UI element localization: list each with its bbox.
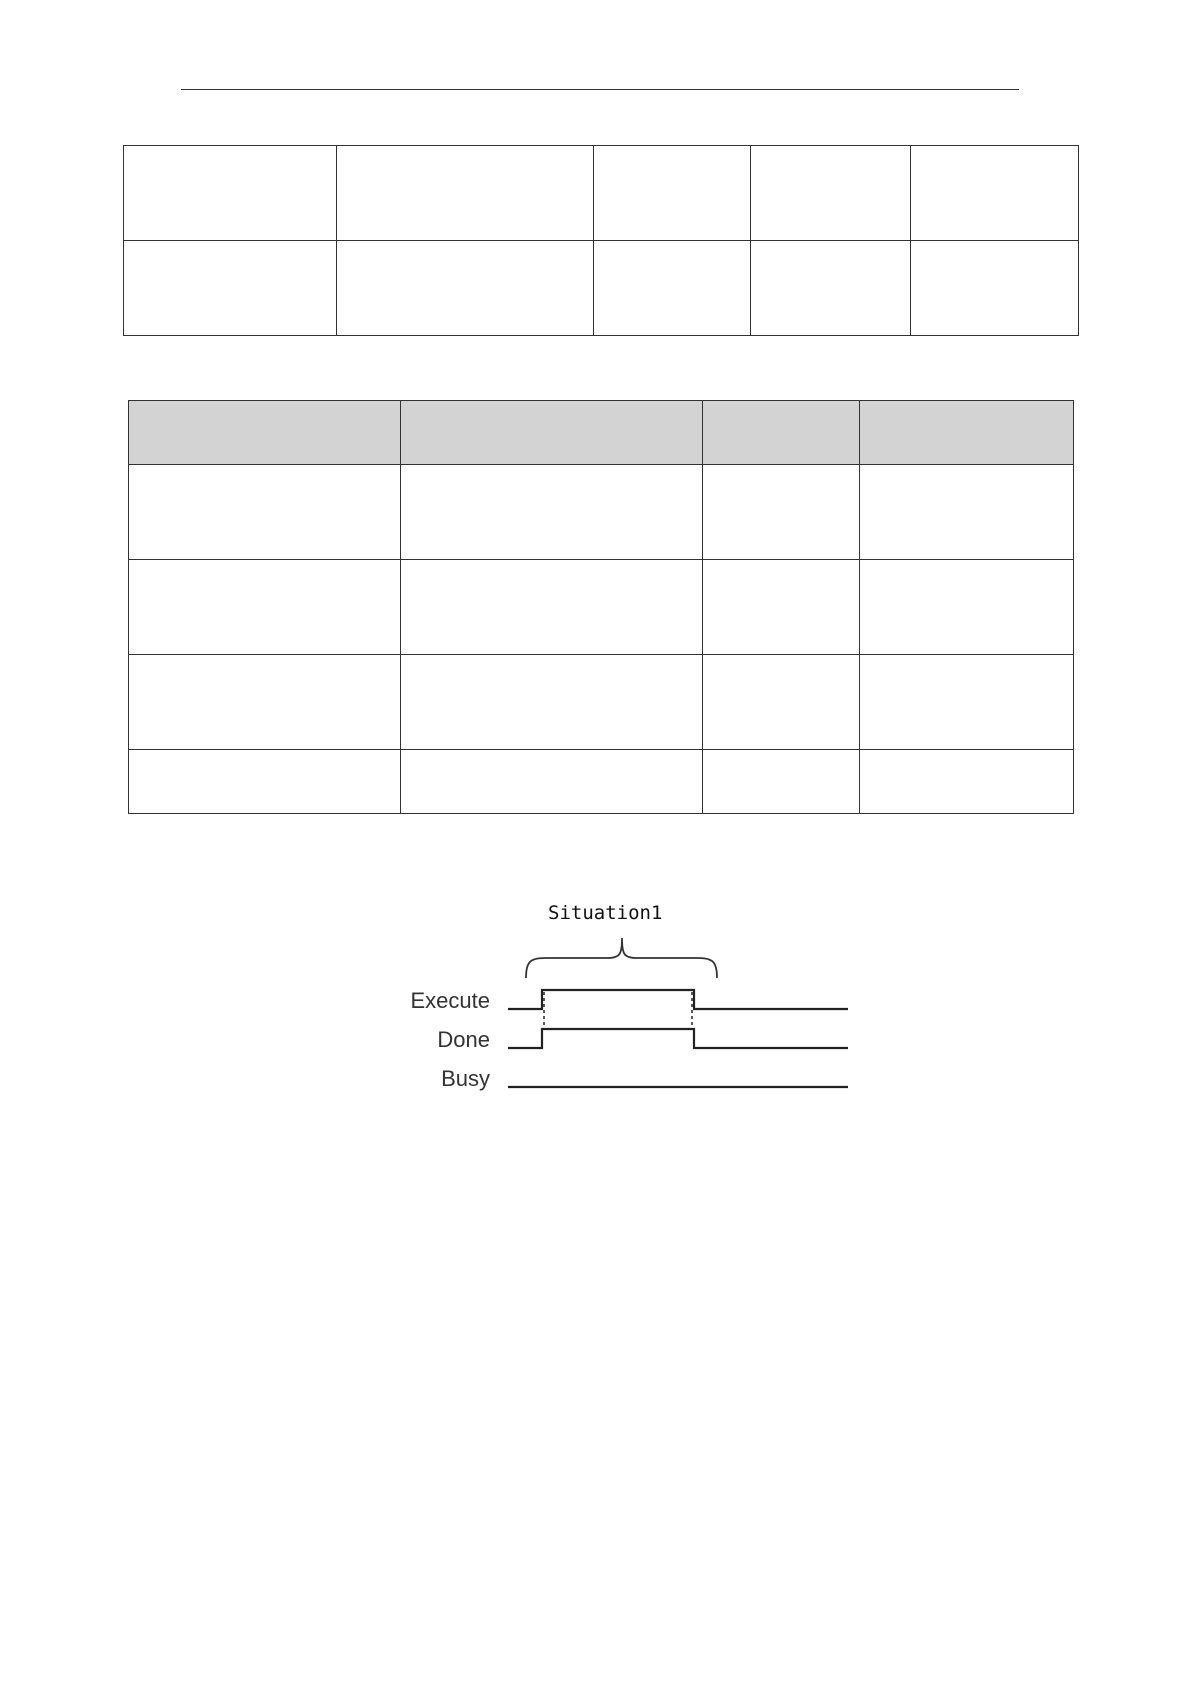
table-cell — [703, 560, 860, 655]
table-cell — [129, 560, 401, 655]
table-cell — [860, 465, 1074, 560]
header-rule — [181, 89, 1019, 90]
table-header-cell — [129, 401, 401, 465]
table-cell — [129, 465, 401, 560]
table-row — [124, 146, 1079, 241]
table-cell — [129, 655, 401, 750]
table-cell — [860, 560, 1074, 655]
table-cell — [401, 560, 703, 655]
busy-signal-label: Busy — [441, 1066, 490, 1091]
table-row — [129, 750, 1074, 814]
table-cell — [703, 750, 860, 814]
table-cell — [860, 655, 1074, 750]
table-header-cell — [860, 401, 1074, 465]
table-header-row — [129, 401, 1074, 465]
table-cell — [124, 146, 337, 241]
table-cell — [594, 146, 751, 241]
table-cell — [401, 750, 703, 814]
table-cell — [911, 146, 1079, 241]
execute-signal-label: Execute — [410, 988, 490, 1013]
table-cell — [401, 655, 703, 750]
situation-brace — [526, 938, 717, 978]
table-cell — [337, 241, 594, 336]
table-cell — [129, 750, 401, 814]
table-cell — [124, 241, 337, 336]
table-row — [129, 560, 1074, 655]
table-cell — [703, 465, 860, 560]
output-table — [128, 400, 1074, 814]
table-cell — [594, 241, 751, 336]
table-cell — [751, 146, 911, 241]
timing-diagram — [380, 890, 860, 1110]
table-cell — [911, 241, 1079, 336]
table-header-cell — [401, 401, 703, 465]
parameter-table — [123, 145, 1079, 336]
table-row — [129, 465, 1074, 560]
done-signal-label: Done — [437, 1027, 490, 1052]
table-row — [129, 655, 1074, 750]
table-cell — [703, 655, 860, 750]
timing-waveforms — [380, 890, 860, 1110]
table-cell — [860, 750, 1074, 814]
table-row — [124, 241, 1079, 336]
done-waveform — [508, 1029, 848, 1048]
situation-label: Situation1 — [548, 902, 663, 924]
table-cell — [751, 241, 911, 336]
table-cell — [401, 465, 703, 560]
execute-waveform — [508, 990, 848, 1009]
table-header-cell — [703, 401, 860, 465]
table-cell — [337, 146, 594, 241]
